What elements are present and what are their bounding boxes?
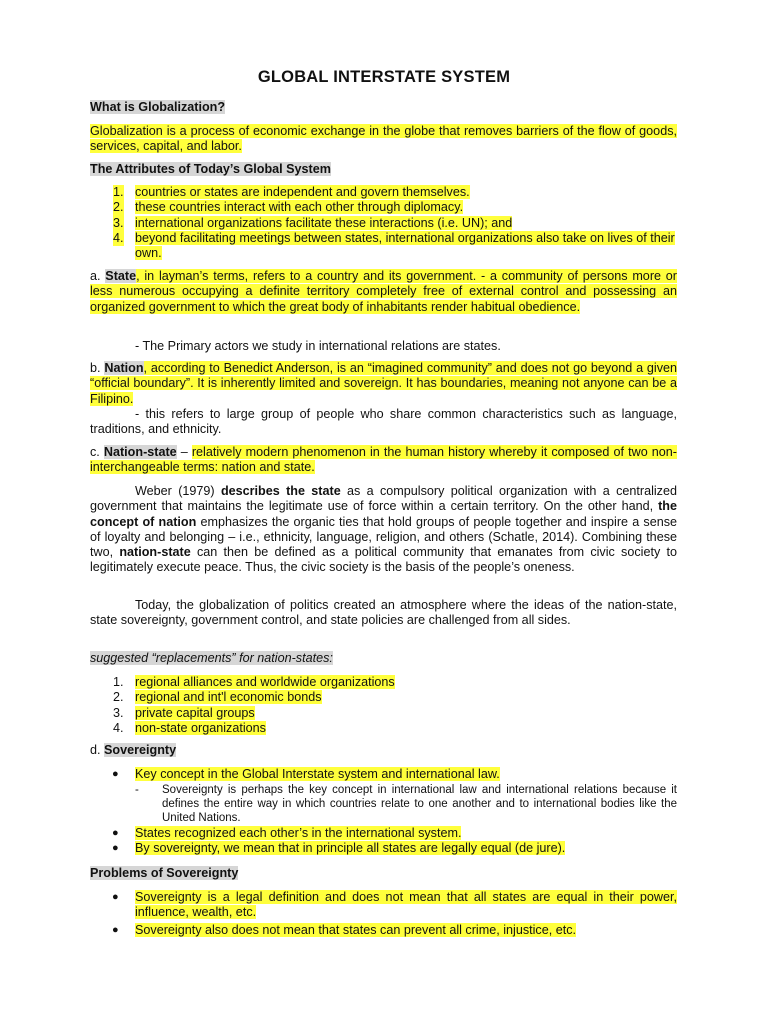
- bullet-icon: ●: [112, 891, 119, 903]
- list-item: 2. regional and int'l economic bonds: [113, 690, 322, 705]
- list-item: ● Sovereignty also does not mean that states can prevent all crime, injustice, etc.: [112, 922, 577, 937]
- term-sovereignty: Sovereignty: [104, 743, 177, 757]
- nation-note: - this refers to large group of people who share common characteristics such as language, traditions, and ethnicity.: [90, 407, 677, 437]
- bullet-icon: ●: [112, 768, 119, 780]
- heading-what-is-globalization: What is Globalization?: [90, 100, 226, 114]
- list-item: ● States recognized each other’s in the international system.: [112, 826, 462, 840]
- bullet-icon: ●: [112, 827, 119, 839]
- attributes-list: [90, 185, 677, 261]
- list-item: ● By sovereignty, we mean that in principle all states are legally equal (de jure).: [112, 841, 566, 856]
- weber-paragraph: Weber (1979) describes the state as a compulsory political organization with a centralized government that maintains the legitimate use of force within a certain territory. On the other hand, the concept of nation emphasizes the organic ties that hold groups of people together and inspire a sense of loyalty and belonging – i.e., ethnicity, language, religion, and others (Schatle, 2014). Combining these two, nation-state can then be defined as a political community that emanates from civic society to legitimately execute peace. Thus, the civic society is the basis of the people’s oneness.: [90, 484, 677, 575]
- list-item: 4. beyond facilitating meetings between states, international organizations also take on lives of their own.: [113, 230, 675, 261]
- term-nation-state: Nation-state: [103, 445, 177, 459]
- list-item: ● Key concept in the Global Interstate system and international law.: [112, 767, 500, 781]
- replacements-list: [90, 675, 677, 736]
- list-item: 2. these countries interact with each other through diplomacy.: [113, 200, 464, 215]
- heading-problems-of-sovereignty: Problems of Sovereignty: [90, 866, 239, 880]
- list-item: 3. private capital groups: [113, 705, 255, 720]
- sovereignty-bullets-2: [90, 826, 677, 857]
- today-paragraph: Today, the globalization of politics created an atmosphere where the ideas of the nation-state, state sovereignty, government control, and state policies are challenged from all sides.: [90, 598, 677, 628]
- list-item: 1. regional alliances and worldwide organizations: [113, 675, 395, 689]
- document-title: GLOBAL INTERSTATE SYSTEM: [257, 68, 511, 86]
- heading-attributes: The Attributes of Today’s Global System: [90, 162, 331, 176]
- state-definition: a. State, in layman’s terms, refers to a country and its government. - a community of persons more or less numerous occupying a definite territory completely free of external control and possessing an organized government to which the great body of inhabitants render habitual obedience.: [90, 269, 677, 314]
- sovereignty-heading: d. Sovereignty: [90, 743, 177, 757]
- sovereignty-sub-point: - Sovereignty is perhaps the key concept in international law and international relations because it defines the entire way in which countries relate to one another and to international bodies like the United Nations.: [135, 784, 677, 825]
- term-nation: Nation: [104, 361, 144, 375]
- bullet-icon: ●: [112, 842, 119, 855]
- list-item: 1. countries or states are independent and govern themselves.: [113, 185, 470, 199]
- term-state: State: [105, 269, 137, 283]
- list-item: 3. international organizations facilitate these interactions (i.e. UN); and: [113, 215, 513, 230]
- state-note: - The Primary actors we study in international relations are states.: [135, 339, 501, 353]
- bullet-icon: ●: [112, 923, 119, 936]
- list-item: 4. non-state organizations: [113, 720, 266, 735]
- nation-state-definition: c. Nation-state – relatively modern phenomenon in the human history whereby it composed of two non-interchangeable terms: nation and state.: [90, 445, 677, 475]
- nation-definition: b. Nation, according to Benedict Anderson, is an “imagined community” and does not go beyond a given “official boundary”. It is inherently limited and sovereign. It has boundaries, meaning not anyone can be a Filipino.: [90, 361, 678, 406]
- sovereignty-bullets-1: [90, 767, 677, 782]
- problems-bullets: [90, 890, 677, 938]
- globalization-definition: Globalization is a process of economic exchange in the globe that removes barriers of the flow of goods, services, capital, and labor.: [90, 124, 677, 154]
- replacements-heading: suggested “replacements” for nation-states:: [90, 651, 333, 665]
- list-item: ● Sovereignty is a legal definition and does not mean that all states are equal in their power, influence, wealth, etc.: [112, 890, 677, 920]
